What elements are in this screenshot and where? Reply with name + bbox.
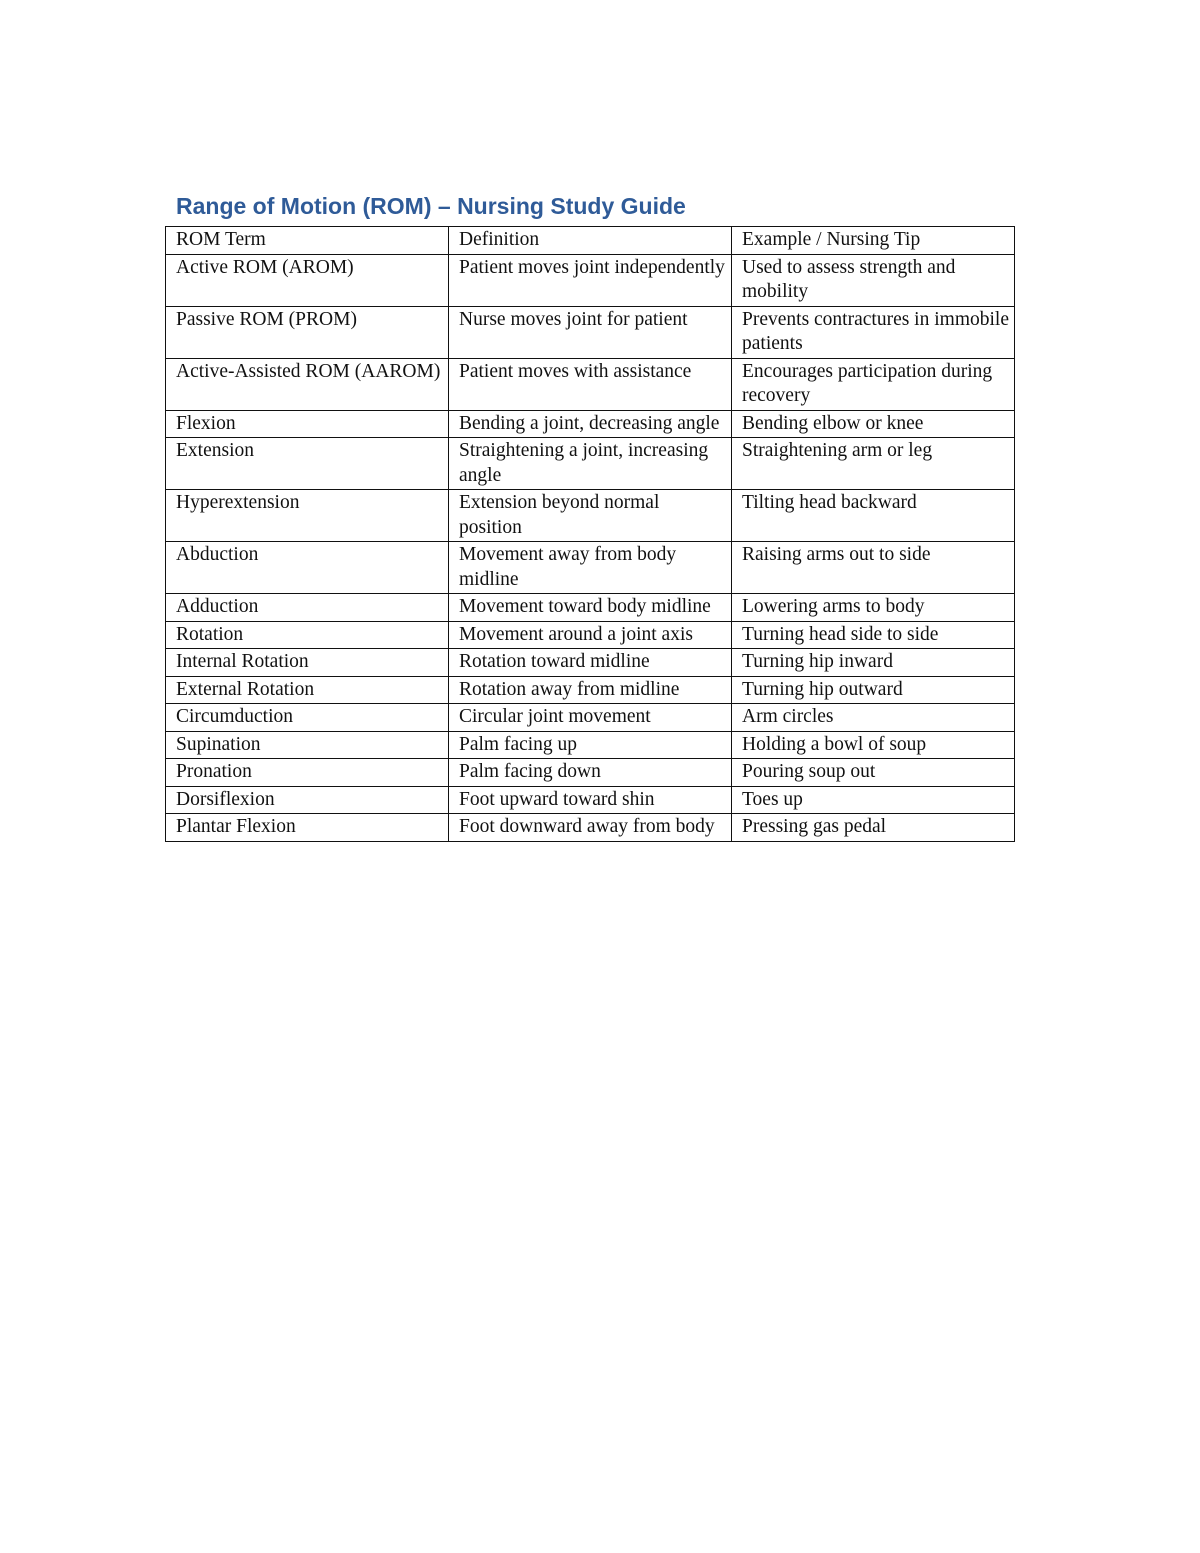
definition-cell: Patient moves with assistance bbox=[449, 358, 732, 410]
example-cell: Pouring soup out bbox=[732, 759, 1015, 787]
definition-cell: Extension beyond normal position bbox=[449, 490, 732, 542]
definition-cell: Nurse moves joint for patient bbox=[449, 306, 732, 358]
table-row bbox=[166, 786, 1015, 814]
example-cell: Toes up bbox=[732, 786, 1015, 814]
table-row bbox=[166, 759, 1015, 787]
rom-term-cell: Flexion bbox=[166, 410, 449, 438]
table-row bbox=[166, 438, 1015, 490]
definition-cell: Bending a joint, decreasing angle bbox=[449, 410, 732, 438]
table-row bbox=[166, 649, 1015, 677]
rom-term-cell: Dorsiflexion bbox=[166, 786, 449, 814]
definition-cell: Foot downward away from body bbox=[449, 814, 732, 842]
rom-term-cell: Active-Assisted ROM (AAROM) bbox=[166, 358, 449, 410]
table-header-row bbox=[166, 227, 1015, 255]
definition-cell: Movement toward body midline bbox=[449, 594, 732, 622]
rom-term-cell: Pronation bbox=[166, 759, 449, 787]
table-row bbox=[166, 358, 1015, 410]
definition-cell: Rotation toward midline bbox=[449, 649, 732, 677]
definition-cell: Palm facing up bbox=[449, 731, 732, 759]
example-cell: Turning head side to side bbox=[732, 621, 1015, 649]
rom-term-cell: Extension bbox=[166, 438, 449, 490]
table-row bbox=[166, 542, 1015, 594]
rom-term-cell: Adduction bbox=[166, 594, 449, 622]
definition-cell: Patient moves joint independently bbox=[449, 254, 732, 306]
table-row bbox=[166, 704, 1015, 732]
example-cell: Turning hip outward bbox=[732, 676, 1015, 704]
example-cell: Raising arms out to side bbox=[732, 542, 1015, 594]
definition-cell: Palm facing down bbox=[449, 759, 732, 787]
example-cell: Turning hip inward bbox=[732, 649, 1015, 677]
rom-term-cell: Plantar Flexion bbox=[166, 814, 449, 842]
example-cell: Lowering arms to body bbox=[732, 594, 1015, 622]
example-cell: Pressing gas pedal bbox=[732, 814, 1015, 842]
table-row bbox=[166, 814, 1015, 842]
definition-cell: Movement away from body midline bbox=[449, 542, 732, 594]
rom-term-cell: Abduction bbox=[166, 542, 449, 594]
table-row bbox=[166, 731, 1015, 759]
header-example: Example / Nursing Tip bbox=[732, 227, 1015, 255]
example-cell: Arm circles bbox=[732, 704, 1015, 732]
rom-term-cell: Internal Rotation bbox=[166, 649, 449, 677]
definition-cell: Foot upward toward shin bbox=[449, 786, 732, 814]
definition-cell: Movement around a joint axis bbox=[449, 621, 732, 649]
rom-term-cell: Supination bbox=[166, 731, 449, 759]
header-definition: Definition bbox=[449, 227, 732, 255]
example-cell: Holding a bowl of soup bbox=[732, 731, 1015, 759]
example-cell: Used to assess strength and mobility bbox=[732, 254, 1015, 306]
header-rom-term: ROM Term bbox=[166, 227, 449, 255]
example-cell: Tilting head backward bbox=[732, 490, 1015, 542]
example-cell: Encourages participation during recovery bbox=[732, 358, 1015, 410]
table-row bbox=[166, 490, 1015, 542]
table-row bbox=[166, 410, 1015, 438]
rom-term-cell: Circumduction bbox=[166, 704, 449, 732]
example-cell: Straightening arm or leg bbox=[732, 438, 1015, 490]
table-row bbox=[166, 676, 1015, 704]
rom-term-cell: Active ROM (AROM) bbox=[166, 254, 449, 306]
rom-term-cell: Hyperextension bbox=[166, 490, 449, 542]
table-row bbox=[166, 306, 1015, 358]
rom-term-cell: External Rotation bbox=[166, 676, 449, 704]
rom-term-cell: Passive ROM (PROM) bbox=[166, 306, 449, 358]
rom-term-cell: Rotation bbox=[166, 621, 449, 649]
example-cell: Prevents contractures in immobile patients bbox=[732, 306, 1015, 358]
definition-cell: Straightening a joint, increasing angle bbox=[449, 438, 732, 490]
example-cell: Bending elbow or knee bbox=[732, 410, 1015, 438]
table-row bbox=[166, 594, 1015, 622]
definition-cell: Rotation away from midline bbox=[449, 676, 732, 704]
definition-cell: Circular joint movement bbox=[449, 704, 732, 732]
page-title: Range of Motion (ROM) – Nursing Study Guide bbox=[176, 193, 686, 219]
table-row bbox=[166, 621, 1015, 649]
rom-table bbox=[165, 226, 1015, 842]
table-row bbox=[166, 254, 1015, 306]
